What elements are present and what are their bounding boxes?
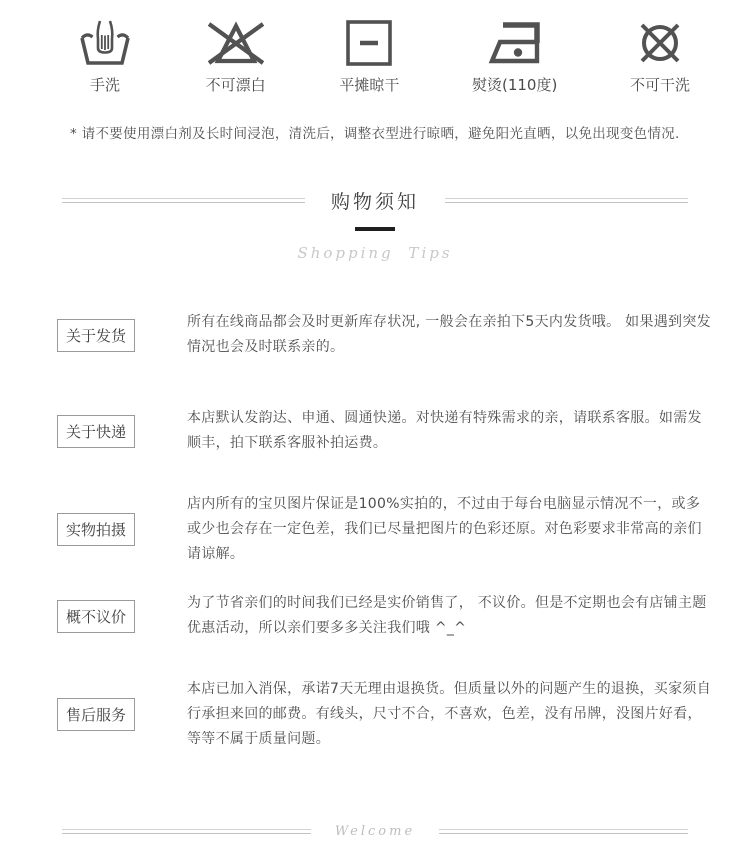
footer-line-left <box>62 829 311 834</box>
care-label: 熨烫(110度) <box>471 76 558 94</box>
section-header <box>62 187 688 214</box>
notice-row-real-photos <box>0 492 750 567</box>
care-item-no-bleach <box>205 16 267 95</box>
section-subtitle: Shopping Tips <box>297 244 453 262</box>
notice-text: 所有在线商品都会及时更新库存状况, 一般会在亲拍下5天内发货哦。 如果遇到突发情况也会及时联系亲的。 <box>187 314 711 355</box>
notice-list <box>0 310 750 752</box>
notice-text: 店内所有的宝贝图片保证是100%实拍的，不过由于每台电脑显示情况不一，或多或少也会存在一定色差，我们已尽量把图片的色彩还原。对色彩要求非常高的亲们请谅解。 <box>187 496 702 562</box>
notice-label: 实物拍摄 <box>57 513 135 546</box>
notice-row-shipping <box>0 310 750 360</box>
notice-row-express <box>0 406 750 456</box>
section-title: 购物须知 <box>331 191 420 213</box>
notice-text: 为了节省亲们的时间我们已经是实价销售了， 不议价。但是不定期也会有店铺主题优惠活动，所以亲们要多多关注我们哦 ^_^ <box>187 595 707 636</box>
notice-row-no-bargain <box>0 591 750 641</box>
divider-line-left <box>62 198 305 203</box>
care-label: 手洗 <box>89 76 120 94</box>
title-underline <box>355 227 395 231</box>
notice-label: 概不议价 <box>57 600 135 633</box>
care-note: * 请不要使用漂白剂及长时间浸泡，清洗后，调整衣型进行晾晒，避免阳光直晒，以免出现变色情况. <box>70 126 680 142</box>
notice-label: 关于发货 <box>57 319 135 352</box>
notice-row-after-sales <box>0 677 750 752</box>
care-label: 不可干洗 <box>629 76 690 94</box>
care-label: 平摊晾干 <box>339 76 400 94</box>
no-bleach-icon <box>205 16 267 70</box>
notice-label: 关于快递 <box>57 415 135 448</box>
care-label: 不可漂白 <box>205 76 266 94</box>
iron-110-icon <box>485 16 545 70</box>
care-item-no-dry-clean <box>630 16 690 95</box>
notice-text: 本店默认发韵达、申通、圆通快递。对快递有特殊需求的亲，请联系客服。如需发顺丰，拍下联系客服补拍运费。 <box>187 410 702 451</box>
notice-text: 本店已加入消保，承诺7天无理由退换货。但质量以外的问题产生的退换，买家须自行承担来回的邮费。有线头，尺寸不合，不喜欢，色差，没有吊牌，没图片好看，等等不属于质量问题。 <box>187 681 712 747</box>
divider-line-right <box>445 198 688 203</box>
footer-line-right <box>439 829 688 834</box>
dry-flat-icon <box>345 16 393 70</box>
care-item-hand-wash <box>78 16 132 95</box>
notice-label: 售后服务 <box>57 698 135 731</box>
care-icons-row <box>0 0 750 95</box>
care-item-dry-flat <box>339 16 399 95</box>
hand-wash-icon <box>78 16 132 70</box>
care-item-iron <box>472 16 557 95</box>
no-dry-clean-icon <box>634 16 686 70</box>
welcome-text: Welcome <box>334 824 416 839</box>
footer <box>62 824 688 839</box>
